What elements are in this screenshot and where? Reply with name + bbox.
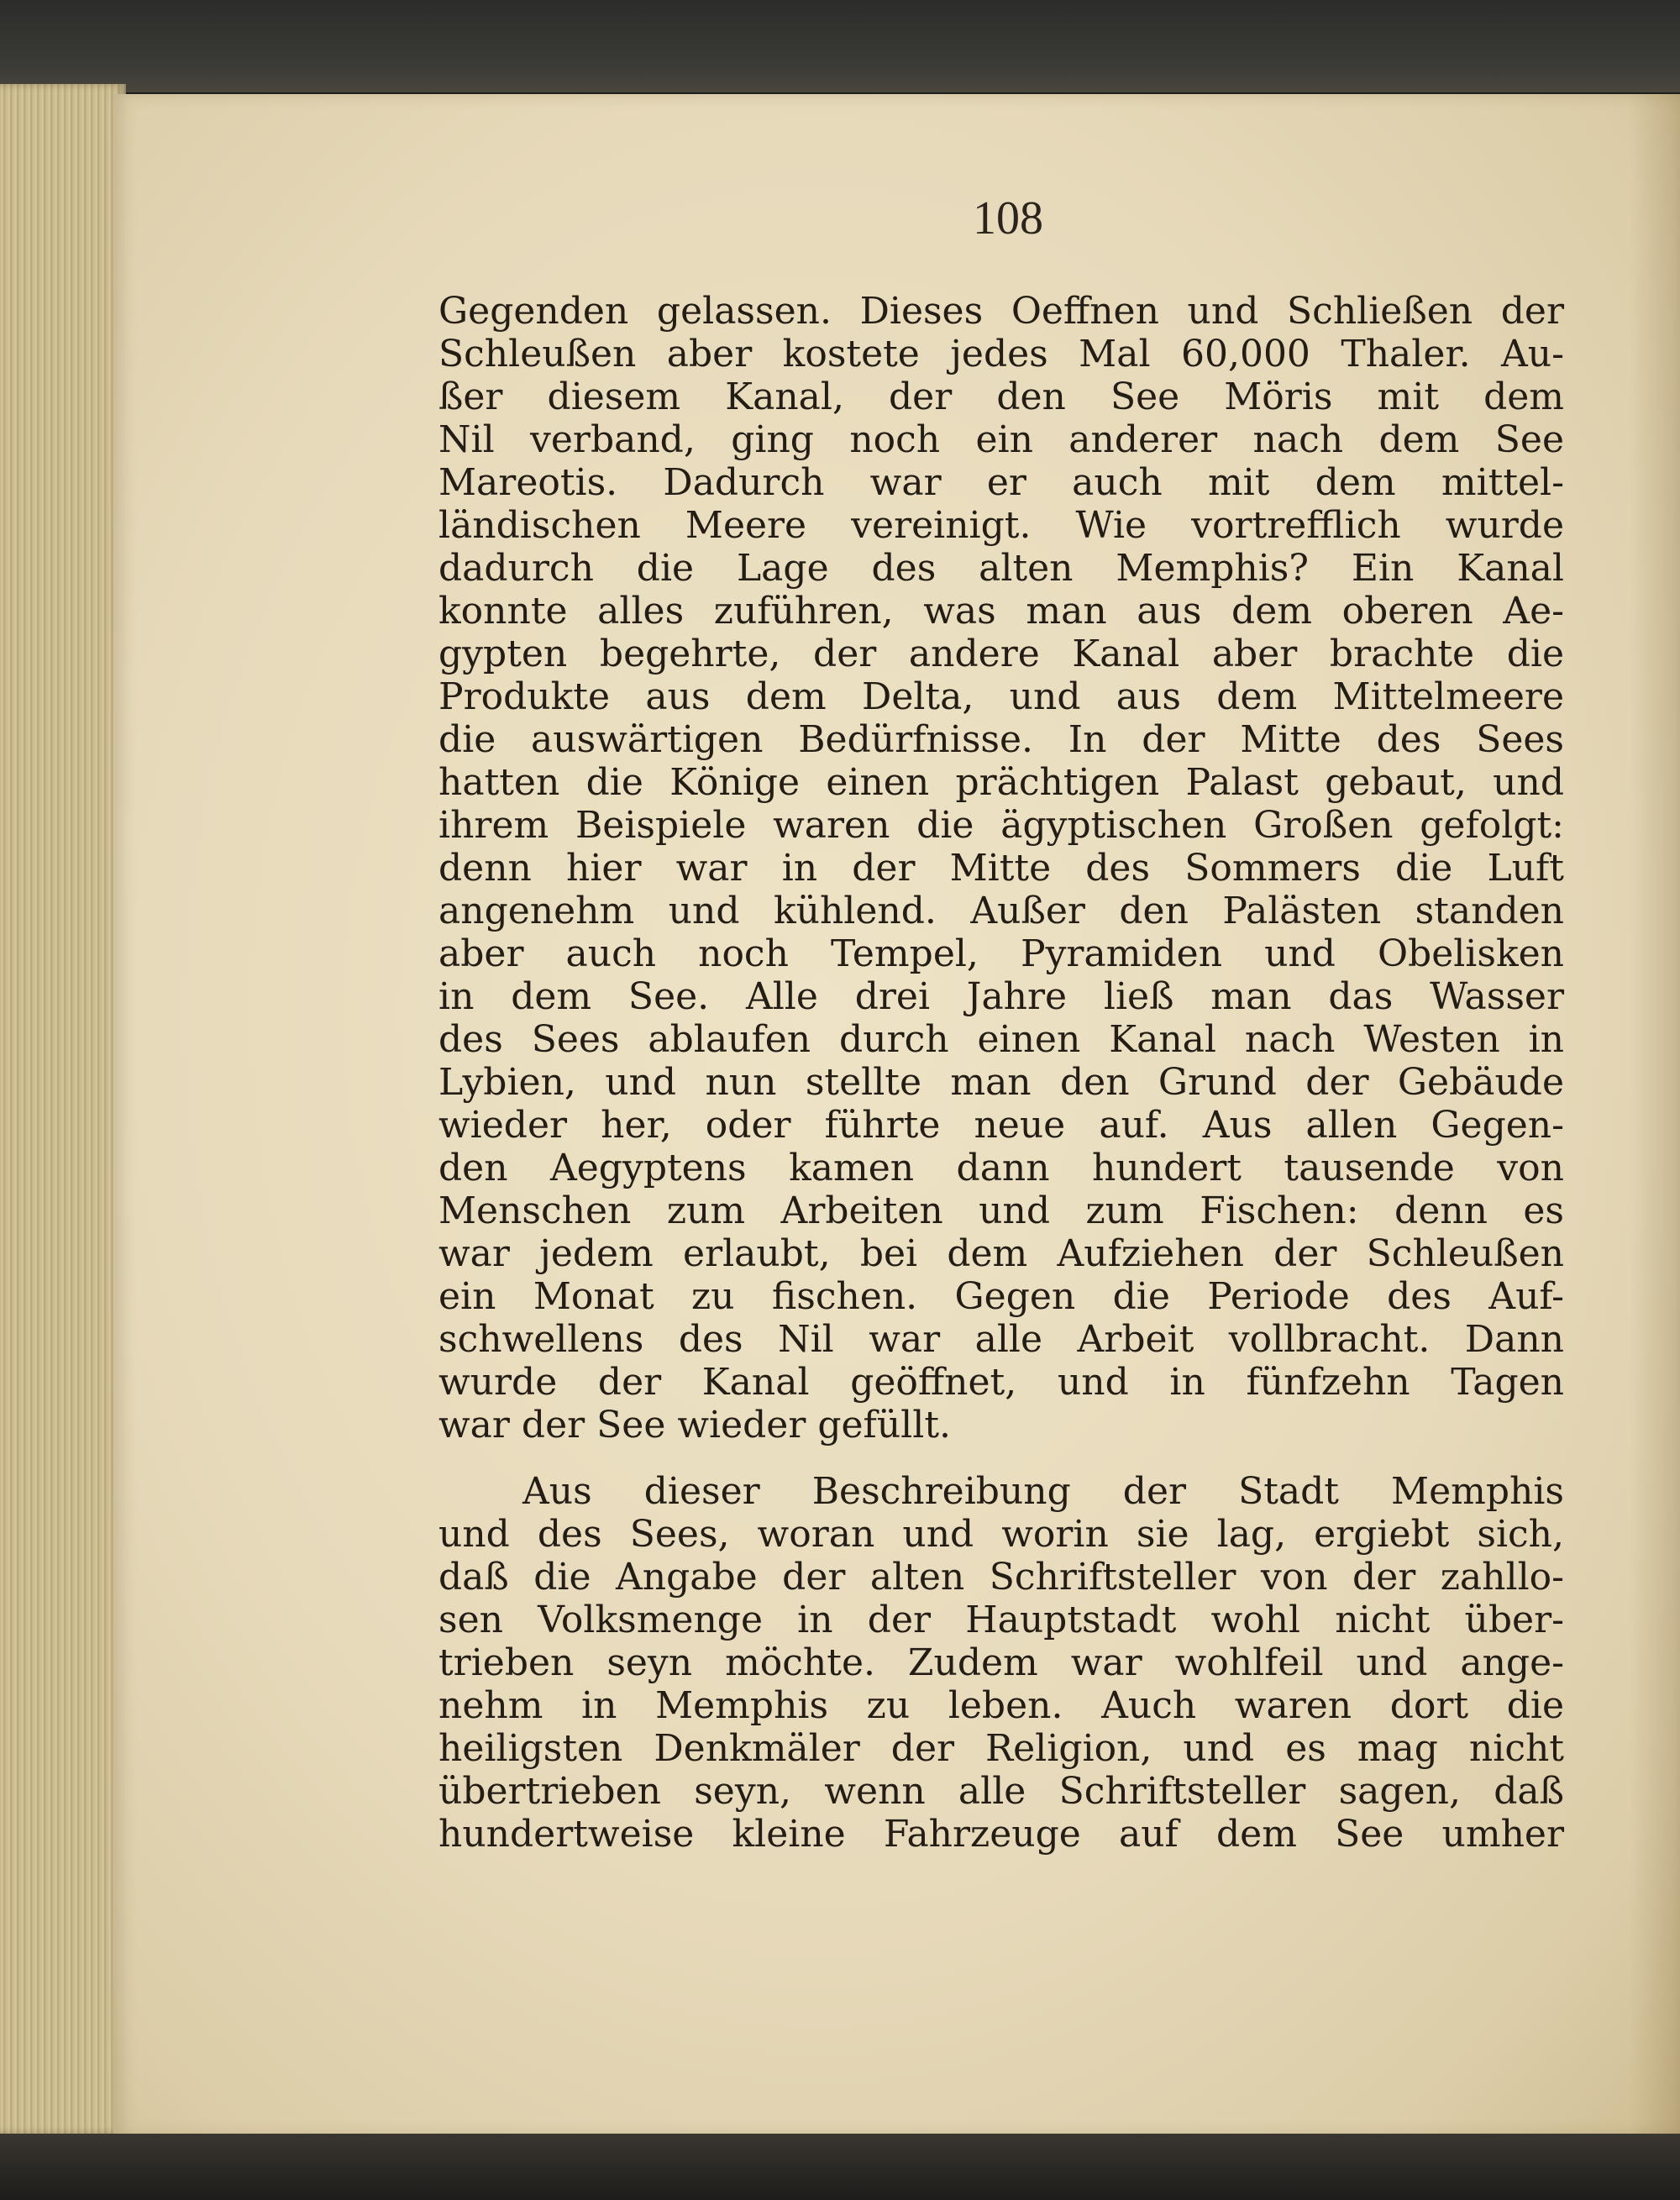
text-line: sen Volksmenge in der Hauptstadt wohl nicht über- xyxy=(438,1599,1564,1641)
text-line: Aus dieser Beschreibung der Stadt Memphis xyxy=(522,1470,1564,1513)
text-line: heiligsten Denkmäler der Religion, und es mag nicht xyxy=(438,1727,1564,1770)
paragraph-2 xyxy=(438,1470,1564,1856)
text-line: in dem See. Alle drei Jahre ließ man das Wasser xyxy=(438,975,1564,1018)
text-line: konnte alles zuführen, was man aus dem oberen Ae- xyxy=(438,590,1564,633)
text-line: nehm in Memphis zu leben. Auch waren dort die xyxy=(438,1684,1564,1727)
page-gutter-shadow xyxy=(1630,94,1680,2135)
text-line: gypten begehrte, der andere Kanal aber brachte die xyxy=(438,633,1564,675)
text-line: daß die Angabe der alten Schriftsteller von der zahllo- xyxy=(438,1556,1564,1599)
page-stack-edge xyxy=(0,84,126,2134)
text-line: die auswärtigen Bedürfnisse. In der Mitte des Sees xyxy=(438,718,1564,761)
text-line: Menschen zum Arbeiten und zum Fischen: denn es xyxy=(438,1189,1564,1232)
body-text xyxy=(438,290,1564,1856)
text-line: übertrieben seyn, wenn alle Schriftsteller sagen, daß xyxy=(438,1770,1564,1813)
book-cover-edge xyxy=(0,0,1680,92)
text-line: denn hier war in der Mitte des Sommers die Luft xyxy=(438,847,1564,890)
text-line: ihrem Beispiele waren die ägyptischen Großen gefolgt: xyxy=(438,804,1564,847)
page-number: 108 xyxy=(973,192,1043,244)
text-line: war der See wieder gefüllt. xyxy=(438,1404,951,1447)
text-line: wurde der Kanal geöffnet, und in fünfzehn Tagen xyxy=(438,1361,1564,1404)
text-line: Schleußen aber kostete jedes Mal 60,000 Thaler. Au- xyxy=(438,333,1564,375)
text-line: und des Sees, woran und worin sie lag, ergiebt sich, xyxy=(438,1513,1564,1556)
text-line: aber auch noch Tempel, Pyramiden und Obelisken xyxy=(438,932,1564,975)
text-line: den Aegyptens kamen dann hundert tausende von xyxy=(438,1147,1564,1189)
text-line: Produkte aus dem Delta, und aus dem Mittelmeere xyxy=(438,675,1564,718)
text-line: trieben seyn möchte. Zudem war wohlfeil und ange- xyxy=(438,1641,1564,1684)
text-line: Nil verband, ging noch ein anderer nach dem See xyxy=(438,418,1564,461)
text-line: dadurch die Lage des alten Memphis? Ein Kanal xyxy=(438,547,1564,590)
text-line: hundertweise kleine Fahrzeuge auf dem See umher xyxy=(438,1813,1564,1856)
text-line: ländischen Meere vereinigt. Wie vortrefflich wurde xyxy=(438,504,1564,547)
text-line: des Sees ablaufen durch einen Kanal nach Westen in xyxy=(438,1018,1564,1061)
text-line: wieder her, oder führte neue auf. Aus allen Gegen- xyxy=(438,1104,1564,1147)
book-bottom-edge xyxy=(0,2134,1680,2200)
text-line: schwellens des Nil war alle Arbeit vollbracht. Dann xyxy=(438,1318,1564,1361)
text-line: Mareotis. Dadurch war er auch mit dem mittel- xyxy=(438,461,1564,504)
text-line: hatten die Könige einen prächtigen Palast gebaut, und xyxy=(438,761,1564,804)
text-line: Lybien, und nun stellte man den Grund der Gebäude xyxy=(438,1061,1564,1104)
text-line: ßer diesem Kanal, der den See Möris mit dem xyxy=(438,375,1564,418)
paragraph-1 xyxy=(438,290,1564,1447)
text-line: war jedem erlaubt, bei dem Aufziehen der Schleußen xyxy=(438,1232,1564,1275)
text-line: angenehm und kühlend. Außer den Palästen standen xyxy=(438,890,1564,932)
text-line: Gegenden gelassen. Dieses Oeffnen und Schließen der xyxy=(438,290,1564,333)
paragraph-gap xyxy=(438,1447,1564,1470)
text-line: ein Monat zu fischen. Gegen die Periode des Auf- xyxy=(438,1275,1564,1318)
